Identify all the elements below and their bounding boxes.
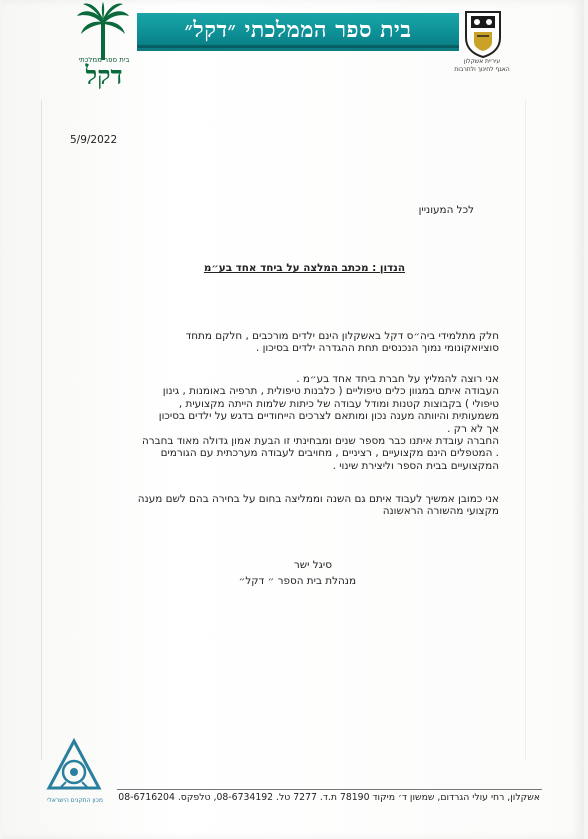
letter-greeting: לכל המעוניין <box>418 204 474 216</box>
paragraph-3 <box>79 493 499 518</box>
footer-divider <box>117 789 542 790</box>
paragraph-line: החברה עובדת איתנו כבר מספר שנים ומבחינתי זו הבעת אמון גדולה מאוד בחברה <box>141 435 499 448</box>
paragraph-line: טיפולי ) בקבוצות קטנות ומודל עבודה של כיתות שלמות הייתה מקצועית , <box>178 397 499 410</box>
paragraph-line: משמעותית והיוותה מענה נכון ומותאם לצרכים הייחודיים בדגש על ילדים בסיכון <box>158 410 499 423</box>
signer-title: מנהלת בית הספר ״ דקל״ <box>238 575 356 588</box>
letter-date: 5/9/2022 <box>70 134 118 146</box>
standards-institute-logo-icon <box>46 738 102 794</box>
city-text-line2: האגף לחינוך ולתרבות <box>454 66 510 73</box>
paragraph-line: סוציואקונומי נמוך הנכנסים תחת ההגדרה ילדים בסיכון . <box>255 342 499 355</box>
banner-stripe <box>137 48 459 51</box>
city-text-line1: עיריית אשקלון <box>463 58 501 65</box>
city-emblem-icon <box>462 8 504 58</box>
paragraph-line: מקצועי מהשורה הראשונה <box>382 505 499 518</box>
paragraph-line: אך לא רק . <box>447 422 499 435</box>
signature-block <box>238 559 356 588</box>
paragraph-line: חלק מתלמידי ביה״ס דקל באשקלון הינם ילדים מורכבים , חלקם מתחד <box>185 330 499 342</box>
paragraph-line: העבודה איתם במגוון כלים טיפוליים ( כלבנות טיפולית , תרפיה באומנות , גינון <box>162 385 499 398</box>
school-banner-title: בית ספר הממלכתי ״דקל״ <box>137 13 459 48</box>
standards-logo-caption: מכון התקנים הישראלי <box>47 797 103 804</box>
paragraph-line: המקצועיים בבית הספר וליצירת שינוי . <box>332 459 499 472</box>
page-fold-line <box>41 100 42 760</box>
letter-subject: הנדון : מכתב המלצה על ביחד אחד בע״מ <box>203 262 405 274</box>
page-fold-line-right <box>525 100 526 760</box>
school-logo-text <box>74 56 134 88</box>
footer-address: אשקלון, רחי עולי הגרדום, שמשון ד׳ מיקוד 78190 ת.ד. 7277 טל. 08-6734192, טלפקס. 08-6716204 <box>118 792 540 803</box>
signer-name: סיגל ישר <box>293 559 332 571</box>
paragraph-line: . המטפלים הינם מקצועיים , רציניים , מחויבים לעבודה מערכתית עם הגורמים <box>160 447 499 460</box>
paragraph-2 <box>79 373 499 472</box>
paragraph-1 <box>79 330 499 355</box>
paragraph-line: אני כמובן אמשיך לעבוד איתם גם השנה וממליצה בחום על בחירה בהם לשם מענה <box>137 493 499 505</box>
paragraph-line: אני רוצה להמליץ על חברת ביחד אחד בע״מ . <box>296 373 499 385</box>
school-logo-big: דקל <box>85 61 123 90</box>
school-logo-small: בית ספר ממלכתי <box>78 56 130 64</box>
city-department-text <box>452 58 512 74</box>
